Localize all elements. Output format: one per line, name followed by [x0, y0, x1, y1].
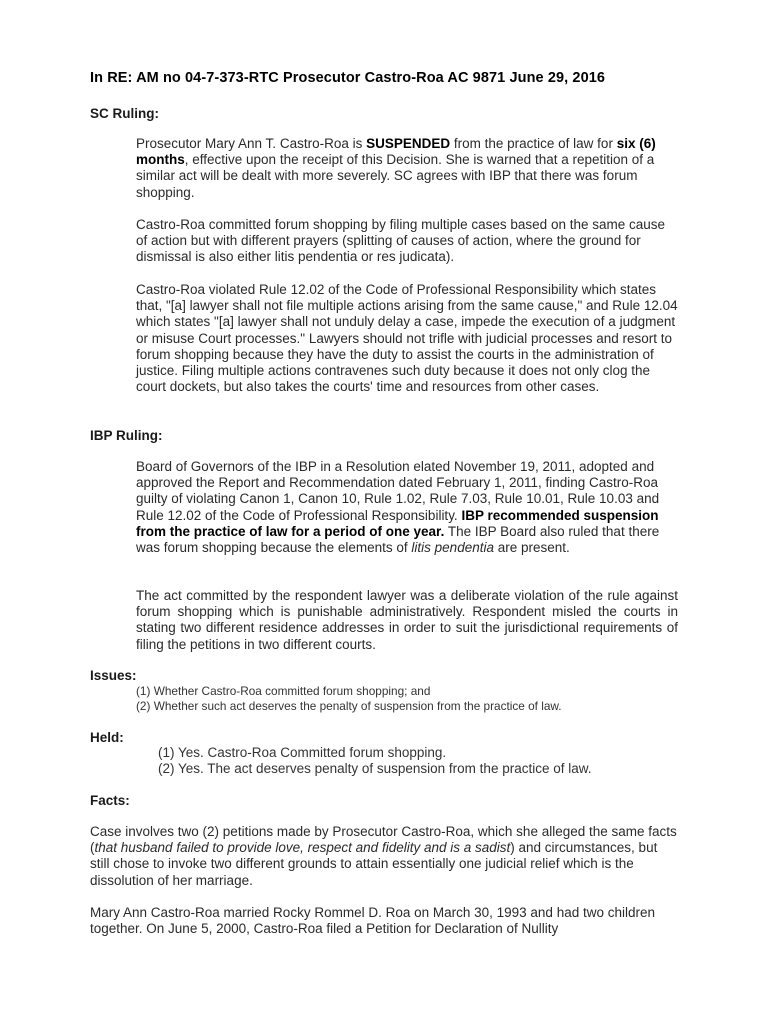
issue-item-1: (1) Whether Castro-Roa committed forum shopping; and — [136, 684, 431, 698]
facts-p1-text-c: ) and circumstances, but still chose to invoke two different grounds to attain essentially one judicial relief which is the dissolution of her marriage. — [90, 840, 658, 888]
facts-heading: Facts: — [90, 793, 130, 808]
issues-heading: Issues: — [90, 668, 137, 683]
ibp-p1-text-e: are present. — [493, 540, 570, 556]
sc-ruling-paragraph-1 — [136, 136, 678, 201]
held-item-1: (1) Yes. Castro-Roa Committed forum shopping. — [158, 745, 447, 760]
issue-item-2: (2) Whether such act deserves the penalty of suspension from the practice of law. — [136, 699, 562, 713]
held-heading: Held: — [90, 730, 124, 745]
ibp-p1-litis-pendentia: litis pendentia — [411, 540, 494, 556]
sc-ruling-paragraph-3: Castro-Roa violated Rule 12.02 of the Code of Professional Responsibility which states that, "[a] lawyer shall not file multiple actions arising from the same cause," and Rule 12.04 which states "[a] lawyer shall not unduly delay a case, impede the execution of a judgment or misuse Court processes." Lawyers should not trifle with judicial processes and resort to forum shopping because they have the duty to assist the courts in the administration of justice. Filing multiple actions contravenes such duty because it does not only clog the court dockets, but also takes the courts' time and resources from other cases. — [136, 282, 678, 395]
sc-ruling-paragraph-2: Castro-Roa committed forum shopping by filing multiple cases based on the same cause of action but with different prayers (splitting of causes of action, where the ground for dismissal is also either litis pendentia or res judicata). — [136, 217, 666, 265]
ibp-ruling-paragraph-1 — [136, 459, 678, 556]
sc-ruling-heading: SC Ruling: — [90, 106, 159, 121]
ibp-ruling-heading: IBP Ruling: — [90, 428, 163, 443]
facts-paragraph-2: Mary Ann Castro-Roa married Rocky Rommel D. Roa on March 30, 1993 and had two children together. On June 5, 2000, Castro-Roa filed a Petition for Declaration of Nullity — [90, 905, 656, 937]
ibp-p1-text-a: Board of Governors of the IBP in a Resolution elated November 19, 2011, adopted and approved the Report and Recommendation dated February 1, 2011, finding Castro-Roa guilty of violating Canon 1, Canon 10, Rule 1.02, Rule 7.03, Rule 10.01, Rule 10.03 and Rule 12.02 of the Code of Professional Responsibility. — [136, 459, 660, 523]
facts-p1-text-a: Case involves two (2) petitions made by Prosecutor Castro-Roa, which she alleged the same facts ( — [90, 824, 677, 856]
facts-paragraph-1 — [90, 824, 680, 889]
sc-p1-suspended: SUSPENDED — [366, 136, 451, 151]
ibp-ruling-paragraph-2: The act committed by the respondent lawyer was a deliberate violation of the rule against forum shopping which is punishable administratively. Respondent misled the courts in stating two different residence addresses in order to suit the jurisdictional requirements of filing the petitions in two different courts. — [136, 588, 678, 652]
facts-p1-allegation: that husband failed to provide love, respect and fidelity and is a sadist — [94, 840, 511, 856]
sc-p1-text-c: from the practice of law for — [450, 136, 617, 151]
sc-p1-text-a: Prosecutor Mary Ann T. Castro-Roa is — [136, 136, 367, 151]
sc-p1-duration: six (6) months — [136, 136, 656, 168]
ibp-p1-text-c: The IBP Board also ruled that there was forum shopping because the elements of — [136, 523, 660, 556]
held-item-2: (2) Yes. The act deserves penalty of suspension from the practice of law. — [158, 761, 592, 776]
ibp-p1-recommendation: IBP recommended suspension from the practice of law for a period of one year. — [136, 507, 659, 539]
document-title: In RE: AM no 04-7-373-RTC Prosecutor Castro-Roa AC 9871 June 29, 2016 — [90, 70, 606, 86]
sc-p1-text-e: , effective upon the receipt of this Decision. She is warned that a repetition of a similar act will be dealt with more severely. SC agrees with IBP that there was forum shopping. — [136, 152, 655, 200]
